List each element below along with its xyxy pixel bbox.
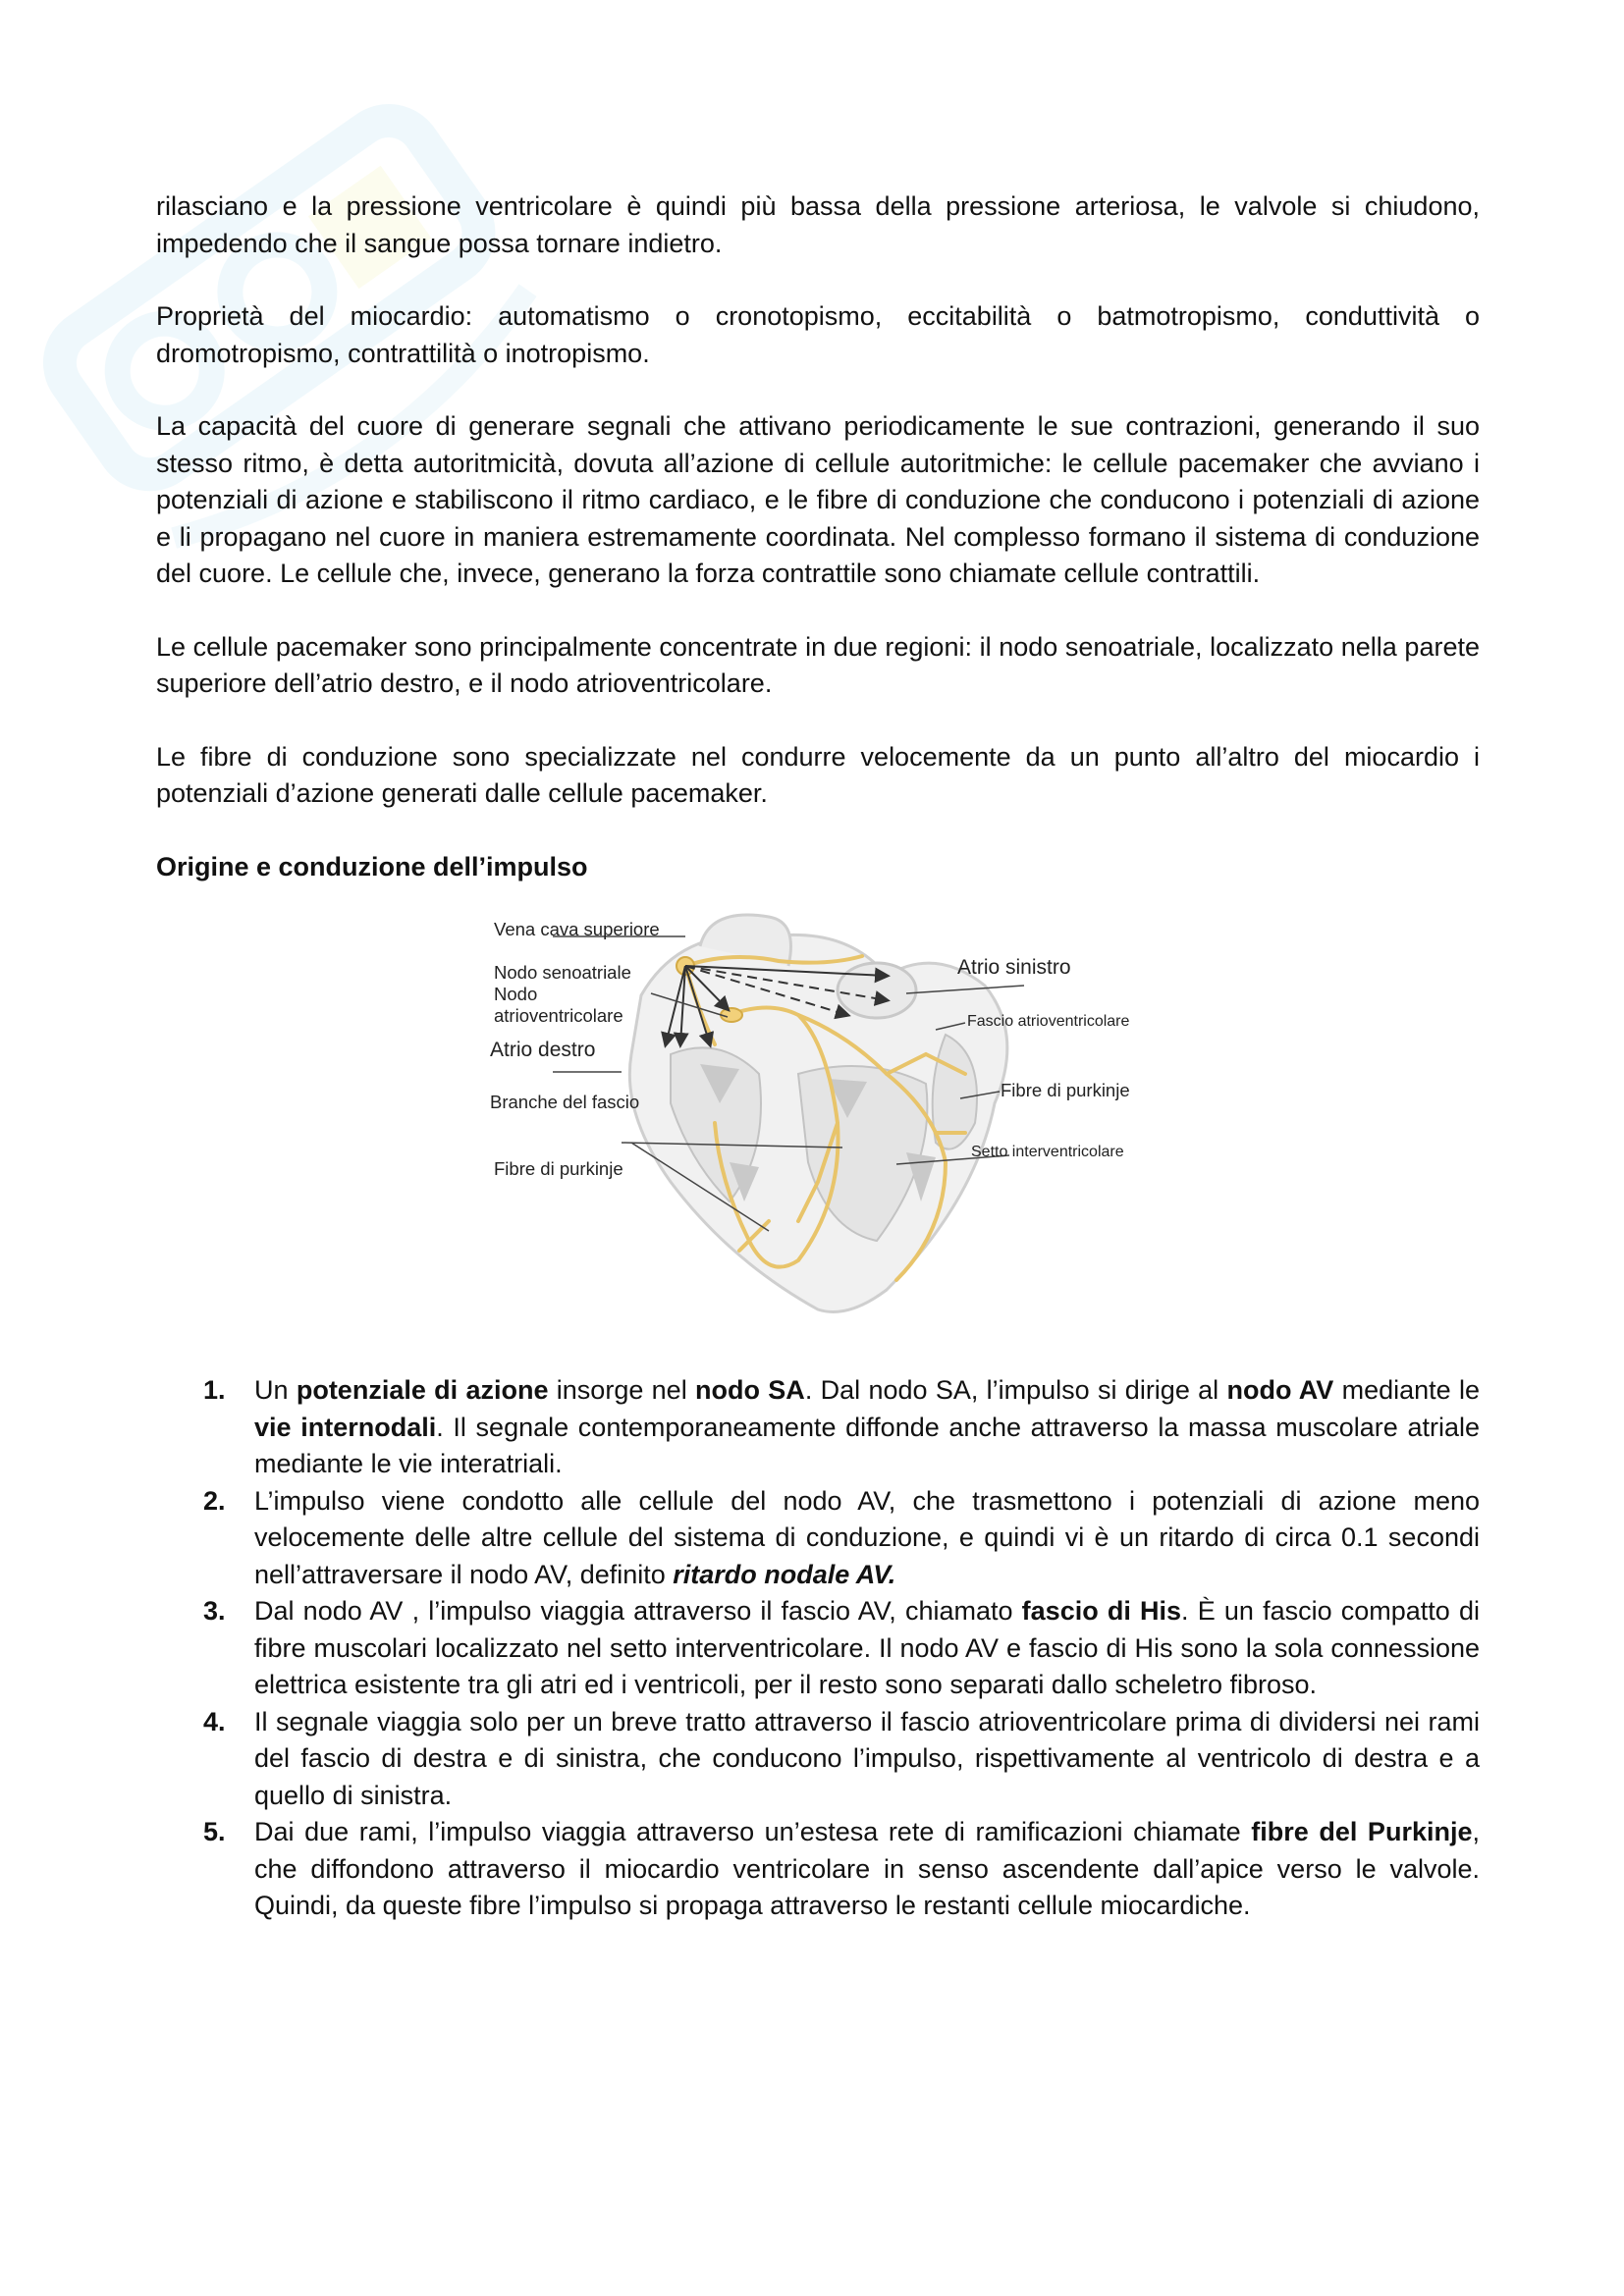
heart-conduction-figure — [474, 907, 1162, 1329]
list-item: 2. L’impulso viene condotto alle cellule del nodo AV, che trasmettono i potenziali di azione meno velocemente delle altre cellule del sistema di conduzione, e quindi vi è un ritardo di circa 0.1 secondi nell’attraversare il nodo AV, definito ritardo nodale AV. — [203, 1485, 1480, 1589]
label-fibre-purkinje-left: Fibre di purkinje — [494, 1158, 623, 1179]
label-vena-cava: Vena cava superiore — [494, 919, 660, 939]
label-setto: Setto interventricolare — [971, 1144, 1124, 1160]
document-page — [156, 188, 1480, 1925]
label-atrio-sinistro: Atrio sinistro — [957, 956, 1071, 979]
numbered-list — [156, 1372, 1480, 1925]
label-atrio-destro: Atrio destro — [490, 1039, 596, 1061]
paragraph-1: rilasciano e la pressione ventricolare è quindi più bassa della pressione arteriosa, le valvole si chiudono, impedendo che il sangue possa tornare indietro. — [156, 191, 1480, 258]
label-fibre-purkinje-right: Fibre di purkinje — [1001, 1080, 1130, 1100]
list-item: 3. Dal nodo AV , l’impulso viaggia attraverso il fascio AV, chiamato fascio di His. È un fascio compatto di fibre muscolari localizzato nel setto interventricolare. Il nodo AV e fascio di His sono la sola connessione elettrica esistente tra gli atri ed i ventricoli, per il resto sono separati dallo scheletro fibroso. — [203, 1596, 1481, 1699]
paragraph-5: Le fibre di conduzione sono specializzate nel condurre velocemente da un punto all’altro del miocardio i potenziali d’azione generati dalle cellule pacemaker. — [156, 741, 1480, 808]
list-item: 1. Un potenziale di azione insorge nel nodo SA. Dal nodo SA, l’impulso si dirige al nodo AV mediante le vie internodali. Il segnale contemporaneamente diffonde anche attraverso la massa muscolare atriale mediante le vie interatriali. — [203, 1375, 1480, 1478]
label-branche-fascio: Branche del fascio — [490, 1092, 640, 1112]
label-nodo-av-2: atrioventricolare — [494, 1005, 623, 1026]
label-fascio-av: Fascio atrioventricolare — [967, 1013, 1130, 1030]
paragraph-3: La capacità del cuore di generare segnali che attivano periodicamente le sue contrazioni, generando il suo stesso ritmo, è detta autoritmicità, dovuta all’azione di cellule autoritmiche: le cellule pacemaker che avviano i potenziali di azione e stabiliscono il ritmo cardiaco, e le fibre di conduzione che conducono i potenziali di azione e li propagano nel cuore in maniera estremamente coordinata. Nel complesso formano il sistema di conduzione del cuore. Le cellule che, invece, generano la forza contrattile sono chiamate cellule contrattili. — [156, 411, 1480, 588]
section-heading: Origine e conduzione dell’impulso — [156, 851, 588, 881]
label-nodo-senoatriale: Nodo senoatriale — [494, 962, 631, 983]
list-item: 5. Dai due rami, l’impulso viaggia attraverso un’estesa rete di ramificazioni chiamate fibre del Purkinje, che diffondono attraverso il miocardio ventricolare in senso ascendente dall’apice verso le valvole. Quindi, da queste fibre l’impulso si propaga attraverso le restanti cellule miocardiche. — [203, 1817, 1480, 1920]
list-item: 4. Il segnale viaggia solo per un breve tratto attraverso il fascio atrioventricolare prima di dividersi nei rami del fascio di destra e di sinistra, che conducono l’impulso, rispettivamente al ventricolo di destra e a quello di sinistra. — [203, 1706, 1480, 1810]
label-nodo-av-1: Nodo — [494, 984, 538, 1004]
paragraph-4: Le cellule pacemaker sono principalmente concentrate in due regioni: il nodo senoatriale, localizzato nella parete superiore dell’atrio destro, e il nodo atrioventricolare. — [156, 631, 1480, 698]
paragraph-2: Proprietà del miocardio: automatismo o cronotopismo, eccitabilità o batmotropismo, conduttività o dromotropismo, contrattilità o inotropismo. — [156, 301, 1480, 368]
